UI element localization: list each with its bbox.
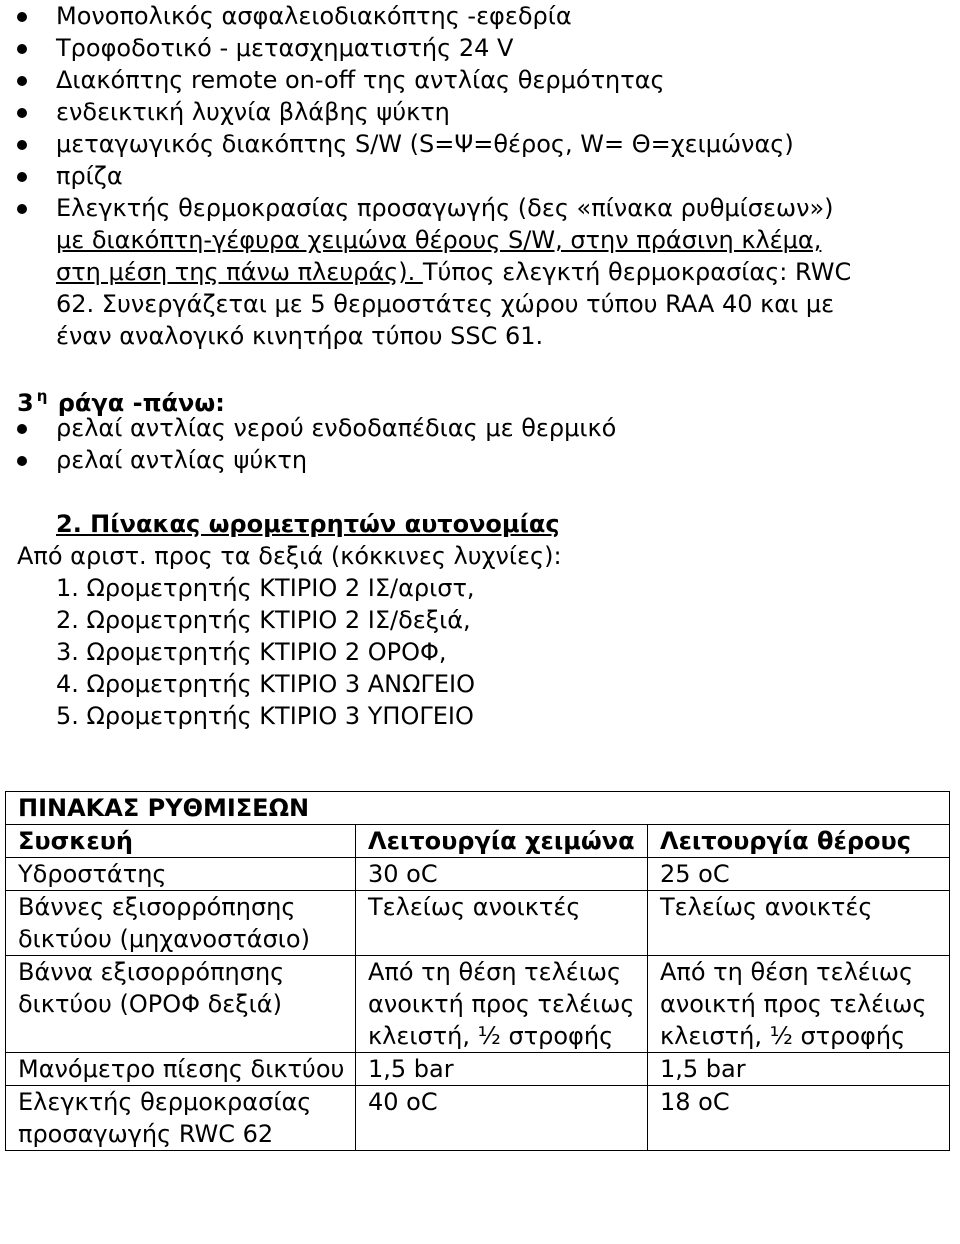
table-row: [6, 1053, 950, 1086]
table-row: [6, 858, 950, 891]
bullet-icon: [17, 44, 27, 54]
list-item: 3. Ωρομετρητής ΚΤΙΡΙΟ 2 ΟΡΟΦ,: [56, 638, 447, 666]
table-title: ΠΙΝΑΚΑΣ ΡΥΘΜΙΣΕΩΝ: [6, 792, 648, 825]
equipment-bullet-list: [0, 0, 834, 224]
list-item: Διακόπτης remote on-off της αντλίας θερμότητας: [0, 64, 834, 96]
bullet-icon: [17, 456, 27, 466]
column-header: Λειτουργία χειμώνα: [356, 825, 648, 858]
table-cell: Μανόμετρο πίεσης δικτύου: [6, 1053, 356, 1086]
list-item: ενδεικτική λυχνία βλάβης ψύκτη: [0, 96, 834, 128]
table-cell: Υδροστάτης: [6, 858, 356, 891]
list-item: ρελαί αντλίας νερού ενδοδαπέδιας με θερμικό: [0, 412, 616, 444]
list-item: Ελεγκτής θερμοκρασίας προσαγωγής (δες «πίνακα ρυθμίσεων»): [0, 192, 834, 224]
bullet-icon: [17, 204, 27, 214]
table-cell: 1,5 bar: [356, 1053, 648, 1086]
list-item: πρίζα: [0, 160, 834, 192]
table-cell: Από τη θέση τελέιως ανοικτή προς τελέιως κλειστή, ½ στροφής: [648, 956, 950, 1053]
list-item: 5. Ωρομετρητής ΚΤΙΡΙΟ 3 ΥΠΟΓΕΙΟ: [56, 702, 474, 730]
list-item: Τροφοδοτικό - μετασχηματιστής 24 V: [0, 32, 834, 64]
table-title-row: [6, 792, 950, 825]
table-cell: 30 oC: [356, 858, 648, 891]
table-cell: 1,5 bar: [648, 1053, 950, 1086]
column-header: Συσκευή: [6, 825, 356, 858]
column-header: Λειτουργία θέρους: [648, 825, 950, 858]
table-cell: Τελείως ανοικτές: [356, 891, 648, 956]
section2-heading: 2. Πίνακας ωρομετρητών αυτονομίας: [56, 510, 560, 538]
bullet-icon: [17, 108, 27, 118]
table-cell: Βάννες εξισορρόπησης δικτύου (μηχανοστάσιο): [6, 891, 356, 956]
table-cell: 25 oC: [648, 858, 950, 891]
table-row: [6, 956, 950, 1053]
rail3-heading: 3 $^\eta$ ράγα -πάνω:: [17, 387, 225, 417]
hour-meter-list: [56, 572, 475, 732]
controller-description: με διακόπτη-γέφυρα χειμώνα θέρους S/W, στην πράσινη κλέμα, στη μέση της πάνω πλευράς). Τύπος ελεγκτή θερμοκρασίας: RWC 62. Συνεργάζεται με 5 θερμοστάτες χώρου τύπου RAA 40 και με έναν αναλογικό κινητήρα τύπου SSC 61.: [56, 226, 852, 350]
bullet-icon: [17, 12, 27, 22]
bullet-icon: [17, 424, 27, 434]
table-header-row: [6, 825, 950, 858]
list-item: 4. Ωρομετρητής ΚΤΙΡΙΟ 3 ΑΝΩΓΕΙΟ: [56, 670, 475, 698]
table-cell: Ελεγκτής θερμοκρασίας προσαγωγής RWC 62: [6, 1086, 356, 1151]
table-cell: Τελείως ανοικτές: [648, 891, 950, 956]
table-cell: Από τη θέση τελέιως ανοικτή προς τελέιως κλειστή, ½ στροφής: [356, 956, 648, 1053]
bullet-icon: [17, 140, 27, 150]
rail3-bullet-list: [0, 412, 616, 476]
list-item: 2. Ωρομετρητής ΚΤΙΡΙΟ 2 ΙΣ/δεξιά,: [56, 606, 471, 634]
list-item: ρελαί αντλίας ψύκτη: [0, 444, 616, 476]
list-item: Μονοπολικός ασφαλειοδιακόπτης -εφεδρία: [0, 0, 834, 32]
table-cell: Βάννα εξισορρόπησης δικτύου (ΟΡΟΦ δεξιά): [6, 956, 356, 1053]
bullet-icon: [17, 172, 27, 182]
list-item: μεταγωγικός διακόπτης S/W (S=Ψ=θέρος, W= Θ=χειμώνας): [0, 128, 834, 160]
settings-table: [5, 791, 950, 1151]
table-cell: 18 oC: [648, 1086, 950, 1151]
table-row: [6, 1086, 950, 1151]
table-row: [6, 891, 950, 956]
section2-intro: Από αριστ. προς τα δεξιά (κόκκινες λυχνίες):: [17, 542, 562, 570]
underlined-text: με διακόπτη-γέφυρα χειμώνα θέρους S/W, στην πράσινη κλέμα,: [56, 226, 822, 254]
table-cell: 40 oC: [356, 1086, 648, 1151]
bullet-icon: [17, 76, 27, 86]
underlined-text: στη μέση της πάνω πλευράς).: [56, 258, 423, 286]
list-item: 1. Ωρομετρητής ΚΤΙΡΙΟ 2 ΙΣ/αριστ,: [56, 574, 475, 602]
